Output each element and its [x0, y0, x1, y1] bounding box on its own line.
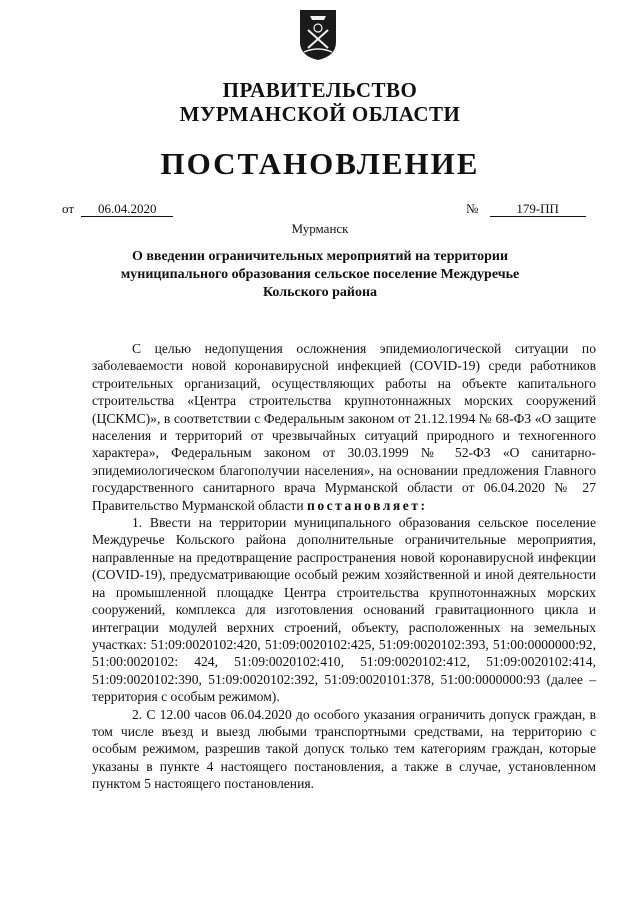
government-title-line1: ПРАВИТЕЛЬСТВО: [222, 78, 418, 102]
coat-of-arms-emblem: [298, 8, 338, 62]
document-body: [92, 340, 596, 793]
subject-line1: О введении ограничительных мероприятий на территории: [131, 249, 509, 264]
clause-1-paragraph: 1. Ввести на территории муниципального образования сельское поселение Междуречье Кольского района дополнительные ограничительные мероприятия, направленные на предотвращение распространения новой коронавирусной инфекции (COVID-19), предусматривающие особый режим хозяйственной и иной деятельности на промышленной площадке Центра строительства крупнотоннажных морских сооружений, комплекса для изготовления оснований гравитационного цикла и интеграции модулей верхних строений, объекту, расположенных на земельных участках: 51:09:0020102:420, 51:09:0020102:425, 51:09:0020102:393, 51:00:0000000:92, 51:00:0020102: 424, 51:09:0020102:410, 51:09:0020102:412, 51:09:0020102:414, 51:09:0020102:390, 51:09:0020102:392, 51:09:0020101:378, 51:00:0000000:93 (далее – территория с особым режимом).: [92, 515, 596, 705]
document-type-title: ПОСТАНОВЛЕНИЕ: [160, 146, 480, 181]
number-prefix: №: [466, 201, 479, 216]
preamble-paragraph: [92, 340, 596, 514]
clause-2-paragraph: 2. С 12.00 часов 06.04.2020 до особого указания ограничить допуск граждан, в том числе въезд и выезд любыми транспортными средствами, на территорию с особым режимом, разрешив такой допуск только тем категориям граждан, которые указаны в пункте 4 настоящего постановления, а также в случае, установленном пунктом 5 настоящего постановления.: [92, 706, 596, 792]
document-number: 179-ПП: [490, 201, 586, 217]
decree-word: постановляет:: [307, 497, 428, 513]
document-city: Мурманск: [291, 221, 349, 236]
date-prefix: от: [62, 201, 75, 216]
document-date-block: [62, 201, 173, 217]
document-date: 06.04.2020: [81, 201, 173, 217]
preamble-text: С целью недопущения осложнения эпидемиологической ситуации по заболеваемости новой коронавирусной инфекцией (COVID-19) среди работников строительных организаций, осуществляющих работы на объекте капитального строительства «Центра строительства крупнотоннажных морских сооружений (ЦСКМС)», в соответствии с Федеральным законом от 21.12.1994 № 68-ФЗ «О защите населения и территорий от чрезвычайных ситуаций природного и техногенного характера», Федеральным законом от 30.03.1999 № 52-ФЗ «О санитарно-эпидемиологическом благополучии населения», на основании предложения Главного государственного санитарного врача Мурманской области от 06.04.2020 № 27 Правительство Мурманской области: [92, 341, 596, 513]
document-number-block: [466, 201, 586, 217]
document-subject: [100, 248, 540, 302]
subject-line2: муниципального образования сельское поселение Междуречье: [120, 267, 520, 282]
murmansk-coat-of-arms-icon: [298, 8, 338, 62]
subject-line3: Кольского района: [262, 285, 378, 300]
government-title-line2: МУРМАНСКОЙ ОБЛАСТИ: [179, 102, 461, 126]
